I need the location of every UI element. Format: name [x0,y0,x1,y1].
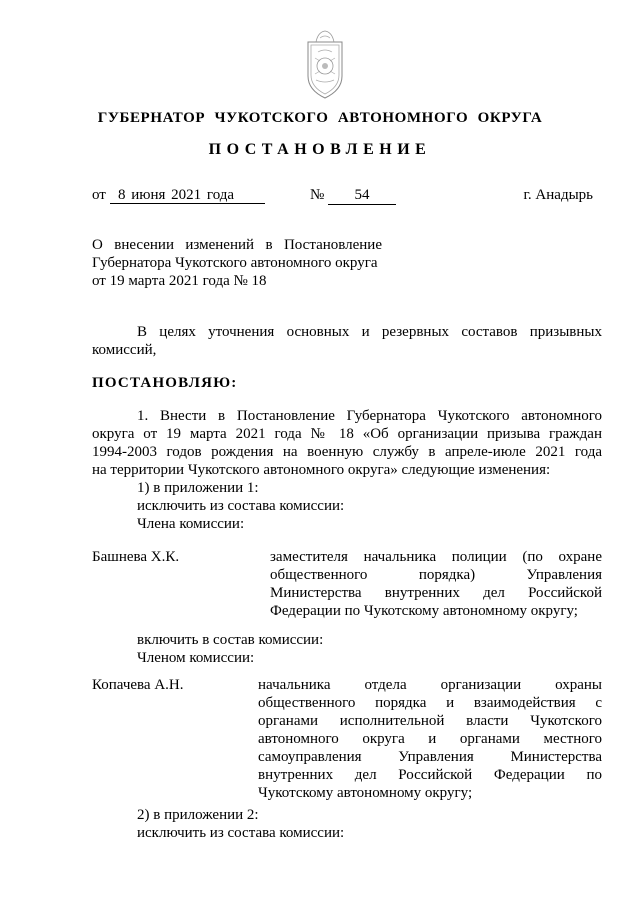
role-line: внутренних дел Российской Федерации по [258,767,602,783]
preamble-line: комиссий, [92,342,157,358]
role-line: самоуправления Управления Министерства [258,749,602,765]
subject-line: Губернатора Чукотского автономного округа [92,255,378,271]
date-prefix: от [92,187,106,203]
document-number: 54 [328,186,396,205]
member-role [270,548,602,620]
document-type: ПОСТАНОВЛЕНИЕ [208,141,432,158]
document-subject [92,236,382,290]
include-label-1: включить в состав комиссии: [137,632,324,648]
role-line: общественного порядка и взаимодействия с [258,695,602,711]
role-line: Федерации по Чукотскому автономному округу; [270,603,578,619]
city: г. Анадырь [523,187,593,203]
resolve-heading: ПОСТАНОВЛЯЮ: [92,375,238,391]
exclude-label-2: исключить из состава комиссии: [137,825,345,841]
exclude-label-1: исключить из состава комиссии: [137,498,345,514]
issuer-title: ГУБЕРНАТОР ЧУКОТСКОГО АВТОНОМНОГО ОКРУГА [97,110,543,126]
item-line: 1994-2003 годов рождения на военную службу в апреле-июле 2021 года [92,444,602,460]
role-line: начальника отдела организации охраны [258,677,602,693]
role-line: органами исполнительной власти Чукотского [258,713,602,729]
member-label-2: Членом комиссии: [137,650,255,666]
role-line: Министерства внутренних дел Российской [270,585,602,601]
member-name: Копачева А.Н. [92,677,184,693]
role-line: автономного округа и органами местного [258,731,602,747]
member-name: Башнева Х.К. [92,549,180,565]
coat-of-arms-icon [300,28,350,100]
sub-item-1: 1) в приложении 1: [137,480,259,496]
subject-line: от 19 марта 2021 года № 18 [92,273,267,289]
subject-line: О внесении изменений в Постановление [92,237,382,253]
role-line: заместителя начальника полиции (по охране [270,549,602,565]
member-role [258,676,602,802]
item-line: 1. Внести в Постановление Губернатора Чукотского автономного [137,408,602,424]
role-line: общественного порядка) Управления [270,567,602,583]
member-label-1: Члена комиссии: [137,516,245,532]
item-1 [92,407,602,479]
preamble [92,323,602,359]
document-date: 8 июня 2021 года [110,186,265,204]
sub-item-2: 2) в приложении 2: [137,807,259,823]
item-line: на территории Чукотского автономного округа» следующие изменения: [92,462,551,478]
preamble-line: В целях уточнения основных и резервных составов призывных [137,324,602,340]
role-line: Чукотскому автономному округу; [258,785,473,801]
number-prefix: № [310,187,325,203]
item-line: округа от 19 марта 2021 года № 18 «Об организации призыва граждан [92,426,602,442]
